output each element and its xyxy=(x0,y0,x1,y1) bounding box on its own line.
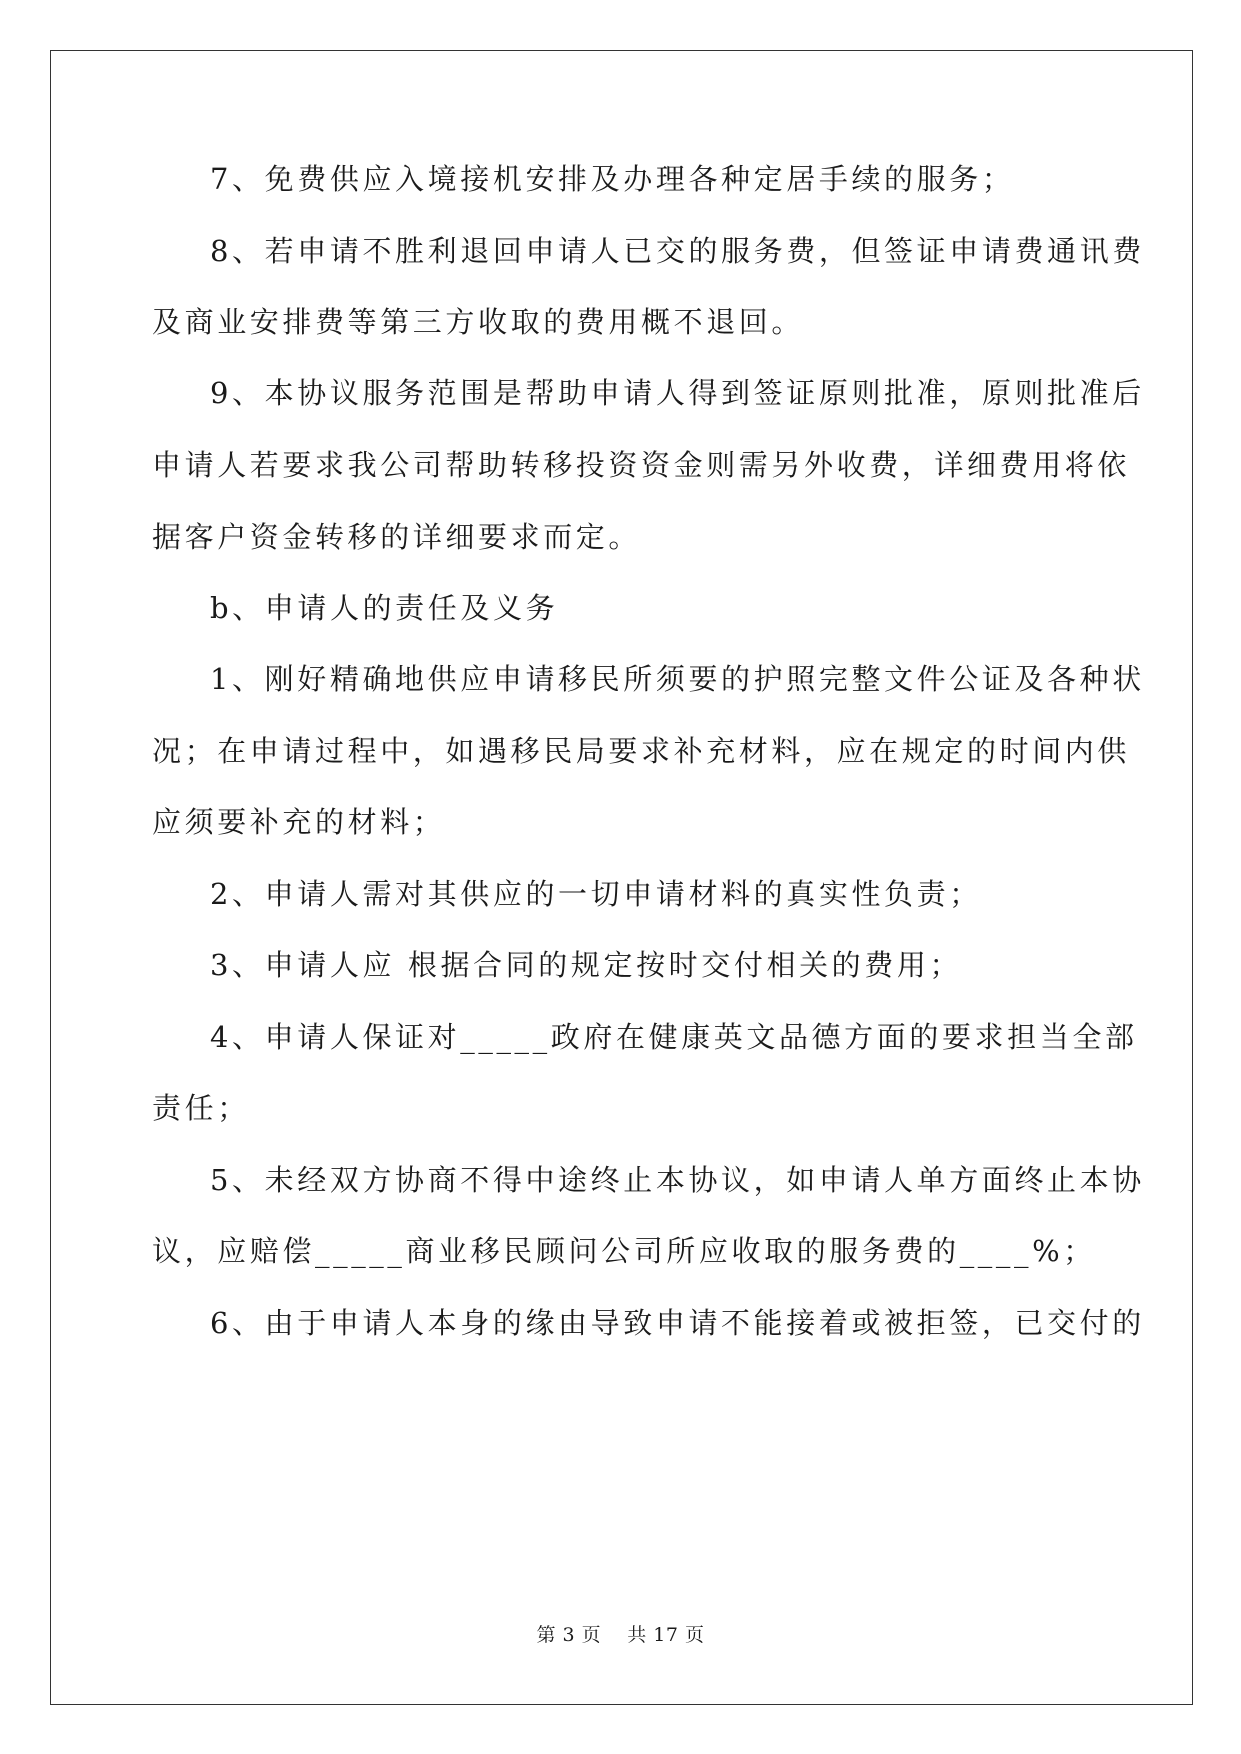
paragraph-item-2: 2、申请人需对其供应的一切申请材料的真实性负责； xyxy=(210,877,982,911)
page-number-footer: 第 3 页 共 17 页 xyxy=(536,1624,705,1646)
paragraph-item-9-line1: 9、本协议服务范围是帮助申请人得到签证原则批准，原则批准后 xyxy=(210,376,1145,410)
paragraph-item-5-line1: 5、未经双方协商不得中途终止本协议，如申请人单方面终止本协 xyxy=(210,1163,1145,1197)
paragraph-item-5-line2: 议，应赔偿_____商业移民顾问公司所应收取的服务费的____%； xyxy=(152,1234,1096,1268)
paragraph-item-1-line1: 1、刚好精确地供应申请移民所须要的护照完整文件公证及各种状 xyxy=(210,662,1145,696)
paragraph-item-7: 7、免费供应入境接机安排及办理各种定居手续的服务； xyxy=(210,162,1015,196)
paragraph-item-9-line3: 据客户资金转移的详细要求而定。 xyxy=(152,520,642,554)
paragraph-item-1-line3: 应须要补充的材料； xyxy=(152,805,446,839)
paragraph-item-1-line2: 况；在申请过程中，如遇移民局要求补充材料，应在规定的时间内供 xyxy=(152,734,1131,768)
paragraph-item-4-line1: 4、申请人保证对_____政府在健康英文品德方面的要求担当全部 xyxy=(210,1020,1138,1054)
paragraph-item-4-line2: 责任； xyxy=(152,1091,250,1125)
paragraph-item-3: 3、申请人应 根据合同的规定按时交付相关的费用； xyxy=(210,948,963,982)
paragraph-item-8-line1: 8、若申请不胜利退回申请人已交的服务费，但签证申请费通讯费 xyxy=(210,234,1145,268)
section-heading-b: b、申请人的责任及义务 xyxy=(210,591,559,625)
paragraph-item-8-line2: 及商业安排费等第三方收取的费用概不退回。 xyxy=(152,305,805,339)
paragraph-item-9-line2: 申请人若要求我公司帮助转移投资资金则需另外收费，详细费用将依 xyxy=(152,448,1131,482)
paragraph-item-6-line1: 6、由于申请人本身的缘由导致申请不能接着或被拒签，已交付的 xyxy=(210,1306,1145,1340)
